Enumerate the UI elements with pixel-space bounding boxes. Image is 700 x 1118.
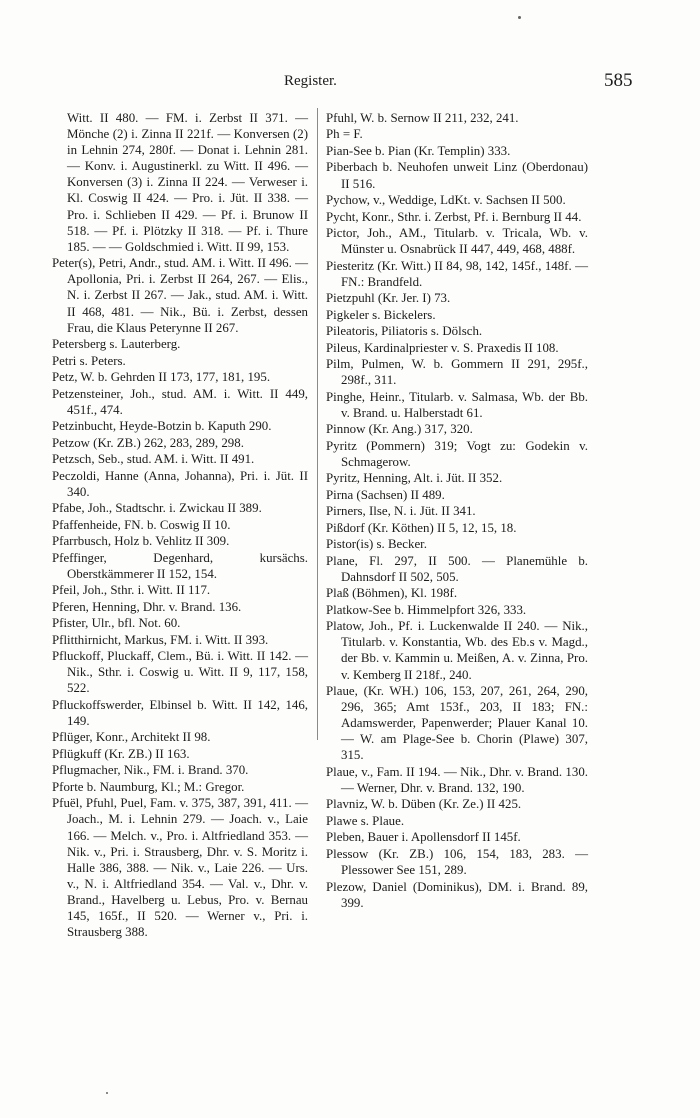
index-entry: Pfuël, Pfuhl, Puel, Fam. v. 375, 387, 391, 411. — Joach., M. i. Lehnin 279. — Joach. v., Laie 166. — Melch. v., Pro. i. Altfriedland 353. — Nik. v., Pri. i. Strausberg, Dhr. v. S. Moritz i. Halle 386, 388. — Nik. v., Laie 226. — Urs. v., N. i. Altfriedland 354. — Val. v., Dhr. v. Brand., Havelberg u. Lebus, Pro. v. Bernau 145, 165f., II 520. — Werner v., Pri. i. Strausberg 388. (52, 796, 308, 940)
index-entry: Pflüger, Konr., Architekt II 98. (52, 730, 211, 745)
index-entry: Pyritz (Pommern) 319; Vogt zu: Godekin v. Schmagerow. (326, 438, 588, 469)
index-entry: Pfluckoff, Pluckaff, Clem., Bü. i. Witt. II 142. — Nik., Sthr. i. Coswig u. Witt. II 9, 117, 158, 522. (52, 649, 308, 696)
index-entry: Pirna (Sachsen) II 489. (326, 487, 445, 502)
index-entry: Petzow (Kr. ZB.) 262, 283, 289, 298. (52, 435, 244, 450)
index-entry: Pistor(is) s. Becker. (326, 537, 427, 552)
index-entry: Pfeffinger, Degenhard, kursächs. Oberstkämmerer II 152, 154. (52, 550, 308, 581)
index-entry: Pigkeler s. Bickelers. (326, 307, 436, 322)
index-entry: Witt. II 480. — FM. i. Zerbst II 371. — Mönche (2) i. Zinna II 221f. — Konversen (2) in Lehnin 274, 280f. — Donat i. Lehnin 281. — Konv. i. Augustinerkl. zu Witt. II 496. — Konversen (3) i. Zinna II 224. — Verweser i. Kl. Coswig II 424. — Pro. i. Jüt. II 338. — Pro. i. Schlieben II 429. — Pf. i. Brunow II 518. — Pf. i. Plötzky II 318. — Pf. i. Thure 185. — — Goldschmied i. Witt. II 99, 153. (67, 111, 308, 254)
index-entry: Pfister, Ulr., bfl. Not. 60. (52, 616, 181, 631)
page-number: 585 (604, 70, 633, 91)
left-column (52, 110, 308, 941)
index-entry: Pflitthirnicht, Markus, FM. i. Witt. II 393. (52, 632, 269, 647)
index-entry: Pirners, Ilse, N. i. Jüt. II 341. (326, 504, 476, 519)
index-entry: Pian-See b. Pian (Kr. Templin) 333. (326, 143, 511, 158)
column-divider (317, 108, 318, 740)
index-entry: Platkow-See b. Himmelpfort 326, 333. (326, 602, 527, 617)
index-entry: Plezow, Daniel (Dominikus), DM. i. Brand. 89, 399. (326, 879, 588, 910)
index-entry: Peczoldi, Hanne (Anna, Johanna), Pri. i. Jüt. II 340. (52, 468, 308, 499)
index-entry: Pyritz, Henning, Alt. i. Jüt. II 352. (326, 471, 503, 486)
index-entry: Pychow, v., Weddige, LdKt. v. Sachsen II 500. (326, 193, 566, 208)
index-entry: Pictor, Joh., AM., Titularb. v. Tricala, Wb. v. Münster u. Osnabrück II 447, 449, 468, 488f. (326, 226, 588, 257)
index-entry: Peter(s), Petri, Andr., stud. AM. i. Witt. II 496. — Apollonia, Pri. i. Zerbst II 264, 267. — Elis., N. i. Zerbst II 267. — Jak., stud. AM. i. Witt. II 468, 481. — Nik., Bü. i. Zerbst, dessen Frau, die Klaus Peterynne II 267. (52, 256, 308, 335)
index-entry: Pleben, Bauer i. Apollensdorf II 145f. (326, 830, 521, 845)
index-entry: Pilm, Pulmen, W. b. Gommern II 291, 295f., 298f., 311. (326, 357, 588, 388)
index-entry: Pfaffenheide, FN. b. Coswig II 10. (52, 517, 231, 532)
specks-mark (106, 1092, 108, 1094)
index-entry: Ph = F. (326, 127, 363, 142)
specks-mark (518, 16, 521, 19)
index-entry: Plaue, v., Fam. II 194. — Nik., Dhr. v. Brand. 130. — Werner, Dhr. v. Brand. 132, 190. (326, 764, 588, 795)
index-entry: Petersberg s. Lauterberg. (52, 337, 181, 352)
index-entry: Pferen, Henning, Dhr. v. Brand. 136. (52, 599, 242, 614)
index-entry: Platow, Joh., Pf. i. Luckenwalde II 240. — Nik., Titularb. v. Konstantia, Wb. des Eb.s v. Magd., der Bb. v. Kammin u. Meißen, A. v. Zinna, Pro. v. Kemberg II 218f., 240. (326, 619, 588, 682)
index-entry: Pfarrbusch, Holz b. Vehlitz II 309. (52, 534, 230, 549)
index-entry: Pflügkuff (Kr. ZB.) II 163. (52, 746, 190, 761)
index-entry: Plawe s. Plaue. (326, 813, 405, 828)
index-entry: Pforte b. Naumburg, Kl.; M.: Gregor. (52, 779, 245, 794)
index-entry: Pfeil, Joh., Sthr. i. Witt. II 117. (52, 583, 211, 598)
index-entry: Pileatoris, Piliatoris s. Dölsch. (326, 324, 483, 339)
right-column (326, 110, 588, 911)
index-entry: Pißdorf (Kr. Köthen) II 5, 12, 15, 18. (326, 520, 517, 535)
index-entry: Pfabe, Joh., Stadtschr. i. Zwickau II 389. (52, 501, 262, 516)
index-entry: Plane, Fl. 297, II 500. — Planemühle b. Dahnsdorf II 502, 505. (326, 553, 588, 584)
index-entry: Petzsch, Seb., stud. AM. i. Witt. II 491. (52, 452, 255, 467)
index-entry: Pflugmacher, Nik., FM. i. Brand. 370. (52, 763, 249, 778)
index-entry: Petzensteiner, Joh., stud. AM. i. Witt. II 449, 451f., 474. (52, 386, 308, 417)
index-entry: Pfluckoffswerder, Elbinsel b. Witt. II 142, 146, 149. (52, 697, 308, 728)
running-title: Register. (284, 73, 337, 89)
index-entry: Piberbach b. Neuhofen unweit Linz (Oberdonau) II 516. (326, 160, 588, 191)
index-entry: Petri s. Peters. (52, 353, 126, 368)
index-entry: Piesteritz (Kr. Witt.) II 84, 98, 142, 145f., 148f. — FN.: Brandfeld. (326, 258, 588, 289)
index-entry: Pycht, Konr., Sthr. i. Zerbst, Pf. i. Bernburg II 44. (326, 209, 582, 224)
index-entry: Plaß (Böhmen), Kl. 198f. (326, 586, 458, 601)
index-entry: Plavniz, W. b. Düben (Kr. Ze.) II 425. (326, 797, 522, 812)
index-entry: Petz, W. b. Gehrden II 173, 177, 181, 195. (52, 370, 271, 385)
index-entry: Plessow (Kr. ZB.) 106, 154, 183, 283. — Plessower See 151, 289. (326, 846, 588, 878)
page-header (0, 70, 700, 97)
index-entry: Pinghe, Heinr., Titularb. v. Salmasa, Wb. der Bb. v. Brand. u. Halberstadt 61. (326, 389, 588, 420)
index-entry: Pileus, Kardinalpriester v. S. Praxedis II 108. (326, 340, 559, 355)
index-entry: Pietzpuhl (Kr. Jer. I) 73. (326, 291, 451, 306)
index-entry: Pfuhl, W. b. Sernow II 211, 232, 241. (326, 111, 519, 125)
index-entry: Petzinbucht, Heyde-Botzin b. Kaputh 290. (52, 419, 272, 434)
index-entry: Plaue, (Kr. WH.) 106, 153, 207, 261, 264, 290, 296, 365; Amt 153f., 203, II 183; FN.: Adamswerder, Papenwerder; Plauer Kanal 10. — W. am Plage-See b. Chorin (Plawe) 307, 315. (326, 684, 588, 763)
index-entry: Pinnow (Kr. Ang.) 317, 320. (326, 422, 473, 437)
